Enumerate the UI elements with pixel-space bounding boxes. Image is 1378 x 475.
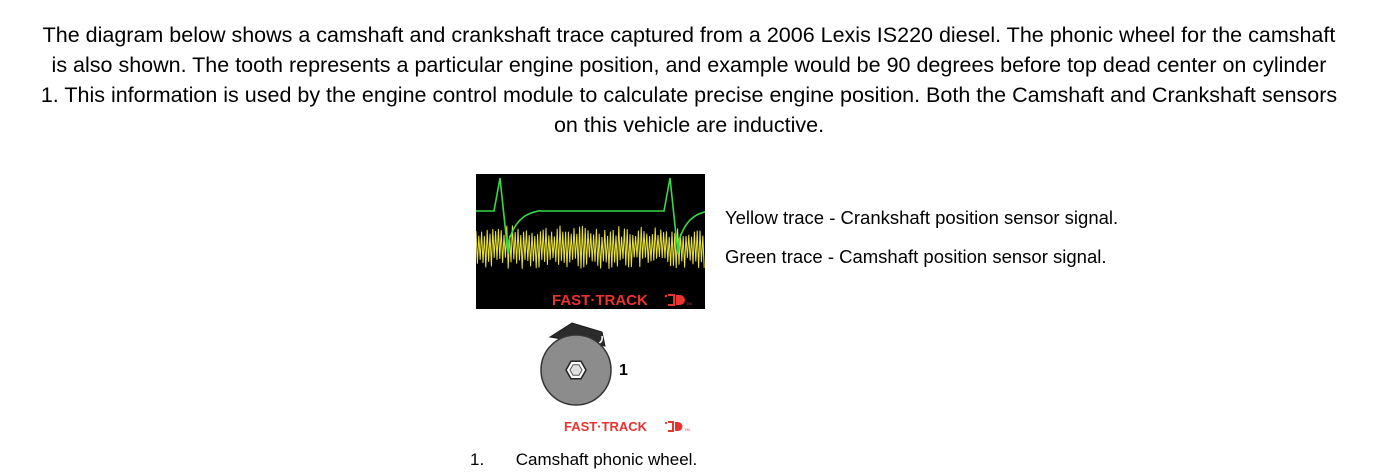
- caption-number: 1.: [470, 450, 485, 469]
- legend-yellow-trace: Yellow trace - Crankshaft position sensor signal.: [725, 207, 1119, 228]
- camshaft-phonic-wheel: [530, 318, 640, 414]
- oscilloscope-trace-image: [476, 174, 705, 309]
- svg-text:TM: TM: [684, 427, 690, 432]
- caption-text: Camshaft phonic wheel.: [515, 450, 698, 469]
- figure-caption: [470, 449, 697, 471]
- wheel-watermark: FAST·TRACK: [564, 419, 648, 434]
- wheel-watermark-logo: [665, 422, 690, 432]
- intro-paragraph: The diagram below shows a camshaft and crankshaft trace captured from a 2006 Lexis IS220 diesel. The phonic wheel for the camshaft is also shown. The tooth represents a particular engine position, and example would be 90 degrees before top dead center on cylinder 1. This information is used by the engine control module to calculate precise engine position. Both the Camshaft and Crankshaft sensors on this vehicle are inductive.: [40, 23, 1338, 137]
- wheel-watermark-image: [564, 418, 692, 434]
- trace-legend: [725, 206, 1118, 284]
- wheel-label: 1: [619, 362, 628, 379]
- scope-watermark: FAST·TRACK: [552, 292, 648, 309]
- legend-green-trace: Green trace - Camshaft position sensor signal.: [725, 246, 1107, 267]
- hex-bolt-inner: [570, 365, 582, 375]
- svg-text:TM: TM: [686, 301, 692, 306]
- oscilloscope-trace: [476, 174, 705, 309]
